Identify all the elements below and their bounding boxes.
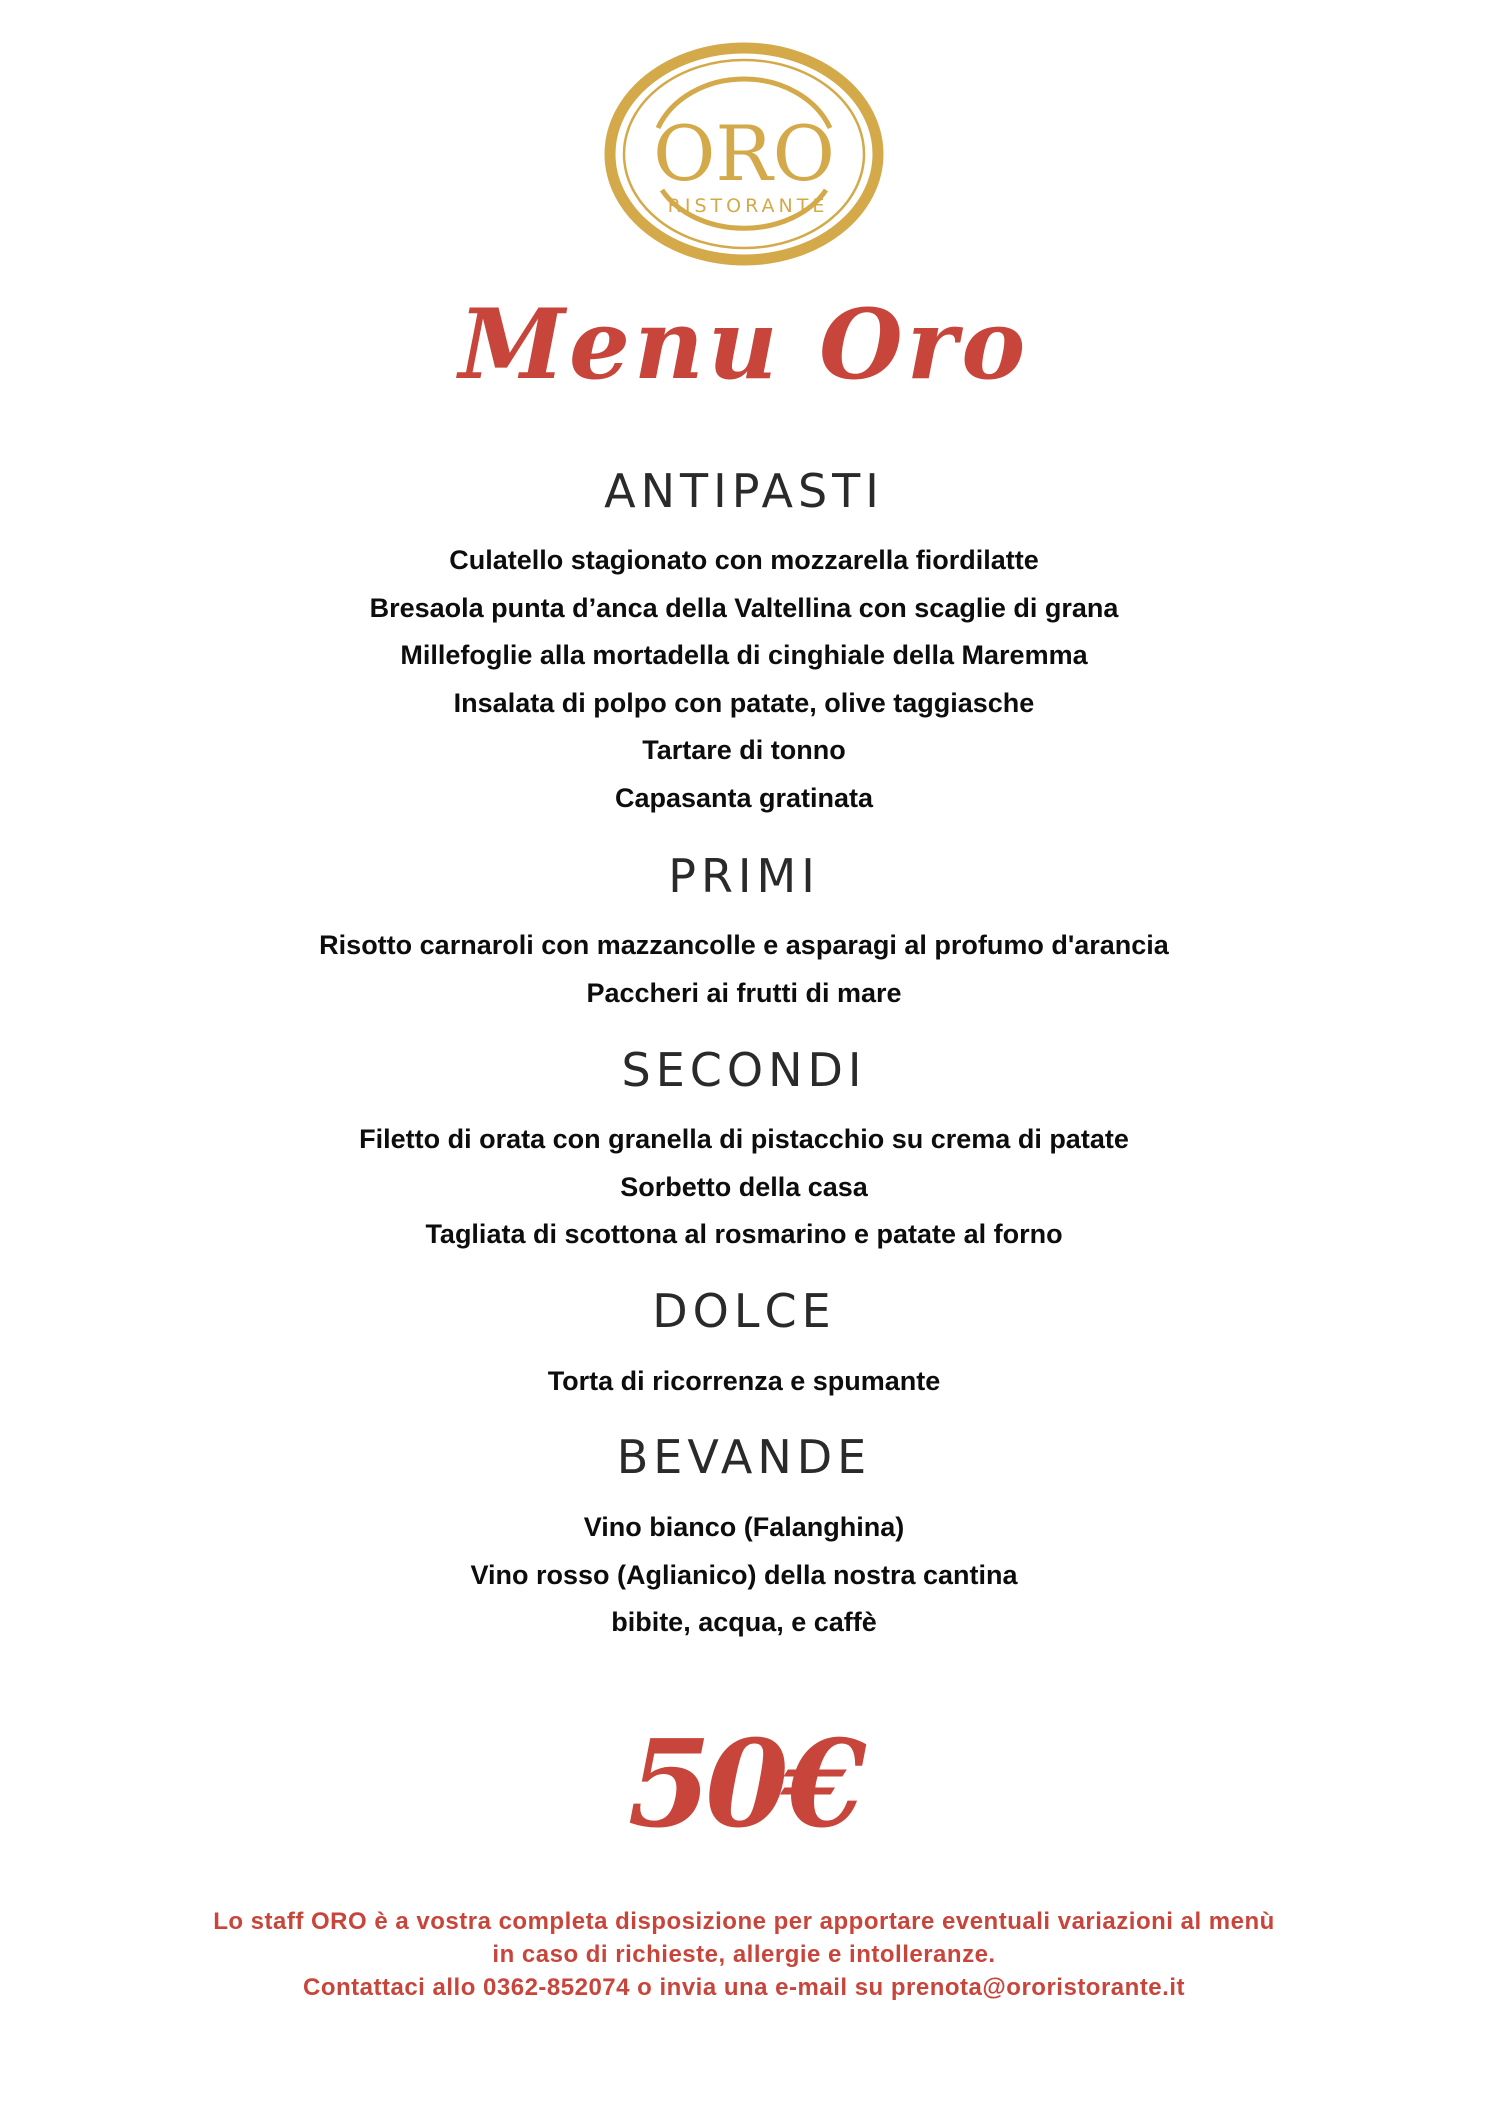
section-heading-antipasti: ANTIPASTI xyxy=(604,464,884,518)
menu-item: Filetto di orata con granella di pistacchio su crema di patate xyxy=(359,1124,1129,1154)
menu-item: Insalata di polpo con patate, olive taggiasche xyxy=(453,687,1035,718)
logo-brand: ORO xyxy=(653,109,835,198)
section-items-bevande xyxy=(0,1504,1488,1647)
menu-item: Bresaola punta d’anca della Valtellina con scaglie di grana xyxy=(369,592,1119,623)
section-heading-bevande: BEVANDE xyxy=(616,1430,872,1484)
section-heading-dolce: DOLCE xyxy=(652,1284,836,1338)
menu-item: Torta di ricorrenza e spumante xyxy=(547,1366,941,1396)
section-heading-secondi: SECONDI xyxy=(621,1043,867,1097)
menu-item: Tartare di tonno xyxy=(642,735,846,765)
menu-item: bibite, acqua, e caffè xyxy=(611,1607,877,1637)
menu-price: 50€ xyxy=(627,1714,861,1855)
logo-graphic xyxy=(602,40,886,268)
footer-line: in caso di richieste, allergie e intolleranze. xyxy=(492,1941,996,1968)
footer-note xyxy=(0,1905,1488,2004)
footer-contact-line: Contattaci allo 0362-852074 o invia una e-mail su prenota@ororistorante.it xyxy=(303,1974,1185,2001)
logo-subtitle: RISTORANTE xyxy=(667,195,829,217)
section-items-dolce xyxy=(0,1358,1488,1406)
menu-title: Menu Oro xyxy=(458,288,1030,401)
menu-item: Paccheri ai frutti di mare xyxy=(586,977,902,1008)
oro-ristorante-logo xyxy=(602,40,886,268)
menu-item: Vino bianco (Falanghina) xyxy=(583,1512,905,1542)
section-items-antipasti xyxy=(0,537,1488,822)
menu-item: Risotto carnaroli con mazzancolle e asparagi al profumo d'arancia xyxy=(319,930,1169,960)
menu-item: Sorbetto della casa xyxy=(620,1171,868,1202)
menu-item: Tagliata di scottona al rosmarino e patate al forno xyxy=(425,1219,1063,1249)
menu-item: Culatello stagionato con mozzarella fiordilatte xyxy=(449,545,1039,575)
footer-line: Lo staff ORO è a vostra completa disposizione per apportare eventuali variazioni al menù xyxy=(213,1908,1275,1935)
section-items-primi xyxy=(0,922,1488,1017)
section-items-secondi xyxy=(0,1116,1488,1259)
menu-item: Vino rosso (Aglianico) della nostra cantina xyxy=(470,1559,1018,1590)
menu-item: Capasanta gratinata xyxy=(614,782,874,813)
section-heading-primi: PRIMI xyxy=(668,849,820,903)
menu-item: Millefoglie alla mortadella di cinghiale della Maremma xyxy=(400,640,1088,670)
